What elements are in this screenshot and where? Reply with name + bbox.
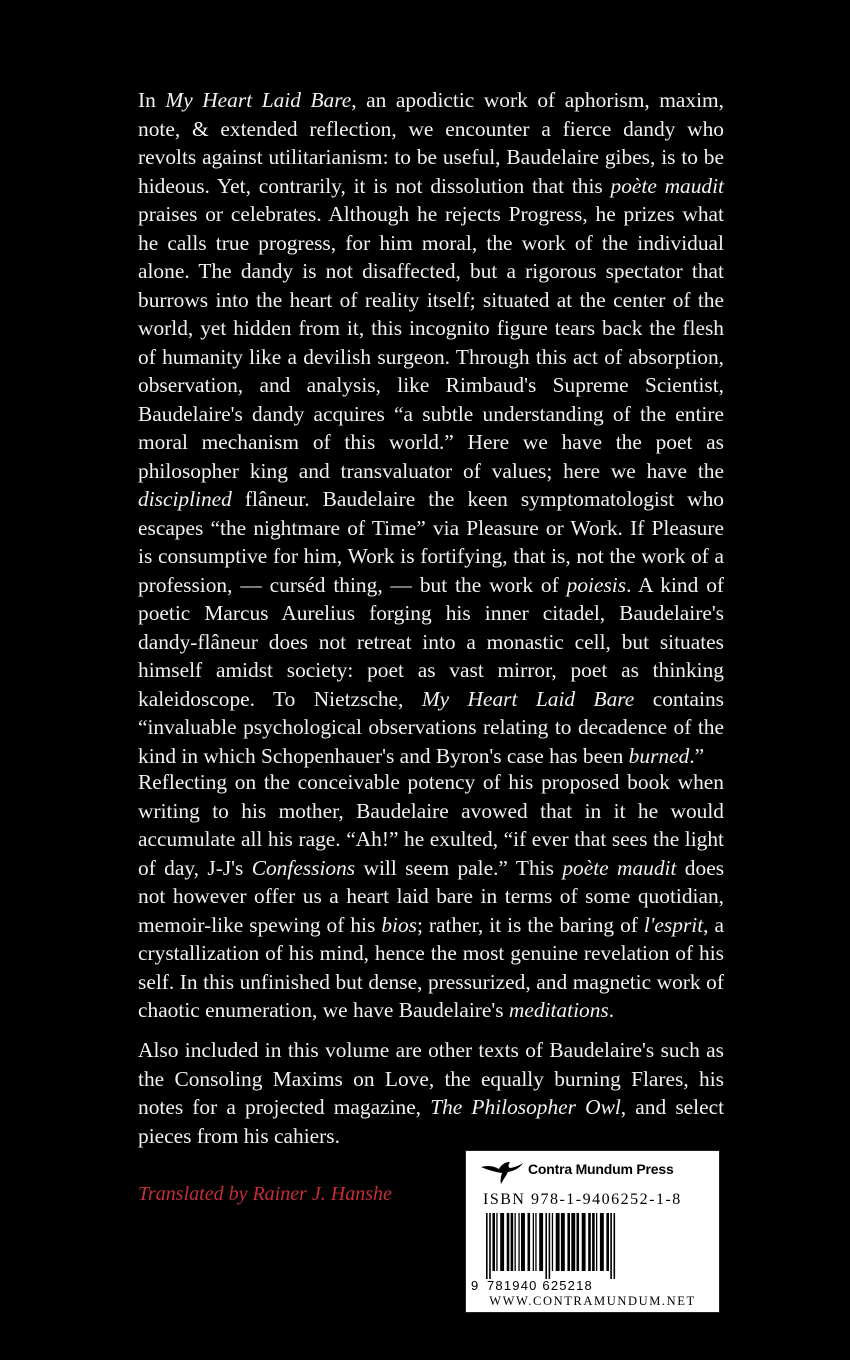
barcode-bar	[539, 1213, 543, 1271]
italic-phrase: My Heart Laid Bare	[165, 88, 352, 112]
barcode-digits	[471, 1278, 716, 1293]
italic-phrase: poète maudit	[562, 855, 677, 880]
barcode-bar	[489, 1213, 491, 1279]
barcode-bar	[533, 1213, 534, 1271]
barcode-bar	[556, 1213, 560, 1271]
italic-phrase: bios	[381, 912, 417, 937]
barcode-first-digit: 9	[471, 1278, 480, 1293]
barcode-bar	[492, 1213, 495, 1271]
italic-phrase: l'esprit	[643, 912, 704, 937]
barcode-bar	[515, 1213, 516, 1271]
italic-phrase: burned	[628, 743, 690, 768]
text-run: . A kind of poetic Marcus Aurelius forging his inner citadel, Baudelaire's dandy-flâneur does not retreat into a monastic cell, but situates himself amidst society: poet as vast mirror, poet as thinking kaleidoscope. To Nietzsche,	[138, 572, 725, 711]
text-run: , a crystallization of his mind, hence the most genuine revelation of his self. In this unfinished but dense, pressurized, and magnetic work of chaotic enumeration, we have Baudelaire's	[138, 912, 724, 1022]
italic-phrase: My Heart Laid Bare	[421, 686, 635, 711]
barcode-icon	[484, 1213, 702, 1279]
website-url: WWW.CONTRAMUNDUM.NET	[489, 1294, 696, 1308]
blurb-paragraph-1	[138, 86, 724, 770]
press-name: Contra Mundum Press	[528, 1161, 674, 1177]
text-run: .	[608, 998, 615, 1022]
barcode-bar	[528, 1213, 531, 1271]
barcode-bar	[588, 1213, 591, 1271]
italic-phrase: poiesis	[566, 572, 627, 597]
barcode-bar	[577, 1213, 580, 1271]
blurb-paragraph-3	[138, 1036, 724, 1150]
text-run: ; rather, it is the baring of	[416, 912, 644, 937]
text-run: .”	[689, 743, 705, 768]
text-run: Reflecting on the conceivable potency of his proposed book when writing to his mother, Baudelaire avowed that in it he would accumulate all his rage. “Ah!” he exulted, “if ever that sees the light of day, J-J's	[138, 770, 724, 880]
text-run: does not however offer us a heart laid bare in terms of some quotidian, memoir-like spewing of his	[138, 855, 725, 937]
barcode-bar	[552, 1213, 553, 1271]
barcode-bar	[600, 1213, 604, 1271]
text-run: will seem pale.” This	[355, 855, 563, 880]
barcode-bar	[596, 1213, 597, 1271]
italic-phrase: Confessions	[251, 855, 356, 880]
italic-phrase: The Philosopher Owl	[430, 1095, 621, 1119]
barcode-bar	[518, 1213, 519, 1271]
barcode-bar	[496, 1213, 497, 1271]
barcode-bar	[507, 1213, 510, 1271]
barcode-bar	[549, 1213, 551, 1279]
translator-credit: Translated by Rainer J. Hanshe	[138, 1183, 392, 1205]
barcode-bar	[606, 1213, 609, 1271]
isbn-text: ISBN 978-1-9406252-1-8	[483, 1191, 682, 1208]
barcode-bar	[571, 1213, 575, 1271]
barcode-bar	[486, 1213, 488, 1279]
barcode-bar	[545, 1213, 547, 1279]
italic-phrase: disciplined	[138, 487, 232, 511]
barcode-bar	[614, 1213, 616, 1279]
barcode-bar	[500, 1213, 504, 1271]
barcode-bar	[521, 1213, 525, 1271]
text-run: contains “invaluable psychological observations relating to decadence of the kind in which Schopenhauer's and Byron's case has been	[138, 686, 724, 768]
barcode-digit-groups: 781940 625218	[487, 1278, 593, 1293]
barcode-box	[465, 1150, 720, 1313]
barcode-bar	[592, 1213, 595, 1271]
text-run: , an apodictic work of aphorism, maxim, note, & extended reflection, we encounter a fierce dandy who revolts against utilitarianism: to be useful, Baudelaire gibes, is to be hideous. Yet, contrarily, it is not dissolution that this	[138, 88, 724, 198]
text-run: flâneur. Baudelaire the keen symptomatologist who escapes “the nightmare of Time” via Pleasure or Work. If Pleasure is consumptive for him, Work is fortifying, that is, not the work of a profession, — curséd thing, — but the work of	[138, 487, 724, 597]
text-run: , and select pieces from his cahiers.	[138, 1095, 725, 1148]
bird-logo-icon	[480, 1159, 524, 1185]
italic-phrase: meditations	[508, 998, 609, 1022]
barcode-bar	[610, 1213, 612, 1279]
text-run: praises or celebrates. Although he rejects Progress, he prizes what he calls true progress, for him moral, the work of the individual alone. The dandy is not disaffected, but a rigorous spectator that burrows into the heart of reality itself; situated at the center of the world, yet hidden from it, this incognito figure tears back the flesh of humanity like a devilish surgeon. Through this act of absorption, observation, and analysis, like Rimbaud's Supreme Scientist, Baudelaire's dandy acquires “a subtle understanding of the entire moral mechanism of this world.” Here we have the poet as philosopher king and transvaluator of values; here we have the	[138, 202, 724, 483]
barcode-bar	[535, 1213, 536, 1271]
barcode-bar	[511, 1213, 514, 1271]
text-run: In	[138, 88, 166, 112]
text-run: Also included in this volume are other texts of Baudelaire's such as the Consoling Maxims on Love, the equally burning Flares, his notes for a projected magazine,	[138, 1038, 724, 1119]
blurb-paragraph-2	[138, 768, 724, 1025]
barcode-bar	[567, 1213, 570, 1271]
italic-phrase: poète maudit	[610, 173, 725, 198]
barcode-bar	[561, 1213, 565, 1271]
barcode-bar	[582, 1213, 586, 1271]
